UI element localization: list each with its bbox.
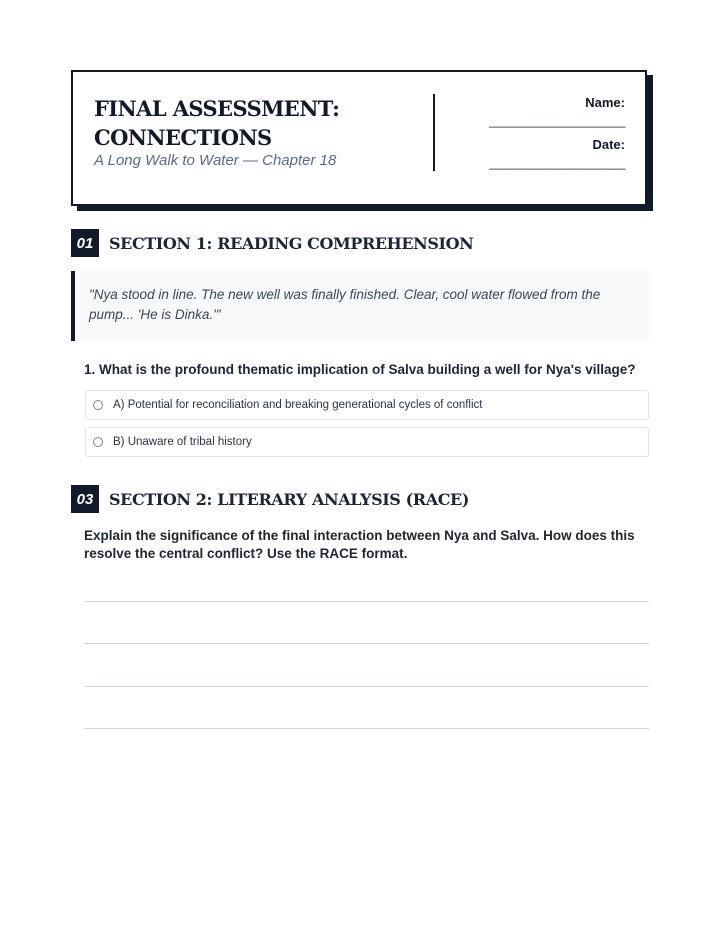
page-subtitle: A Long Walk to Water — Chapter 18 [94, 152, 337, 169]
section-2-header [71, 485, 469, 513]
excerpt-quote: "Nya stood in line. The new well was finally finished. Clear, cool water flowed from the pump... 'He is Dinka.'" [71, 271, 649, 341]
answer-line[interactable] [84, 643, 649, 644]
option-b-label: B) Unaware of tribal history [113, 436, 252, 448]
section-2-title: SECTION 2: LITERARY ANALYSIS (RACE) [109, 489, 470, 509]
date-label: Date: [592, 137, 625, 152]
section-1-header [71, 229, 473, 257]
header-divider [433, 94, 435, 171]
name-label: Name: [585, 95, 625, 110]
question-1: 1. What is the profound thematic implication of Salva building a well for Nya's village? [84, 362, 636, 377]
date-field[interactable] [489, 137, 625, 171]
page-title: FINAL ASSESSMENT: CONNECTIONS [94, 96, 340, 150]
answer-line[interactable] [84, 686, 649, 687]
section-2-number-badge: 03 [71, 485, 99, 513]
answer-line[interactable] [84, 601, 649, 602]
section-1-title: SECTION 1: READING COMPREHENSION [109, 233, 474, 253]
radio-button-b[interactable] [93, 437, 103, 447]
header-card [71, 70, 647, 206]
name-blank-line[interactable]: ______________________ [489, 114, 625, 128]
answer-line[interactable] [84, 728, 649, 729]
date-blank-line[interactable]: ______________________ [489, 156, 625, 170]
name-field[interactable] [489, 95, 625, 129]
answer-option-b[interactable] [85, 427, 649, 457]
option-a-label: A) Potential for reconciliation and breaking generational cycles of conflict [113, 399, 483, 411]
section-1-number-badge: 01 [71, 229, 99, 257]
answer-option-a[interactable] [85, 390, 649, 420]
race-prompt: Explain the significance of the final interaction between Nya and Salva. How does this resolve the central conflict? Use the RACE format. [84, 528, 635, 561]
radio-button-a[interactable] [93, 400, 103, 410]
